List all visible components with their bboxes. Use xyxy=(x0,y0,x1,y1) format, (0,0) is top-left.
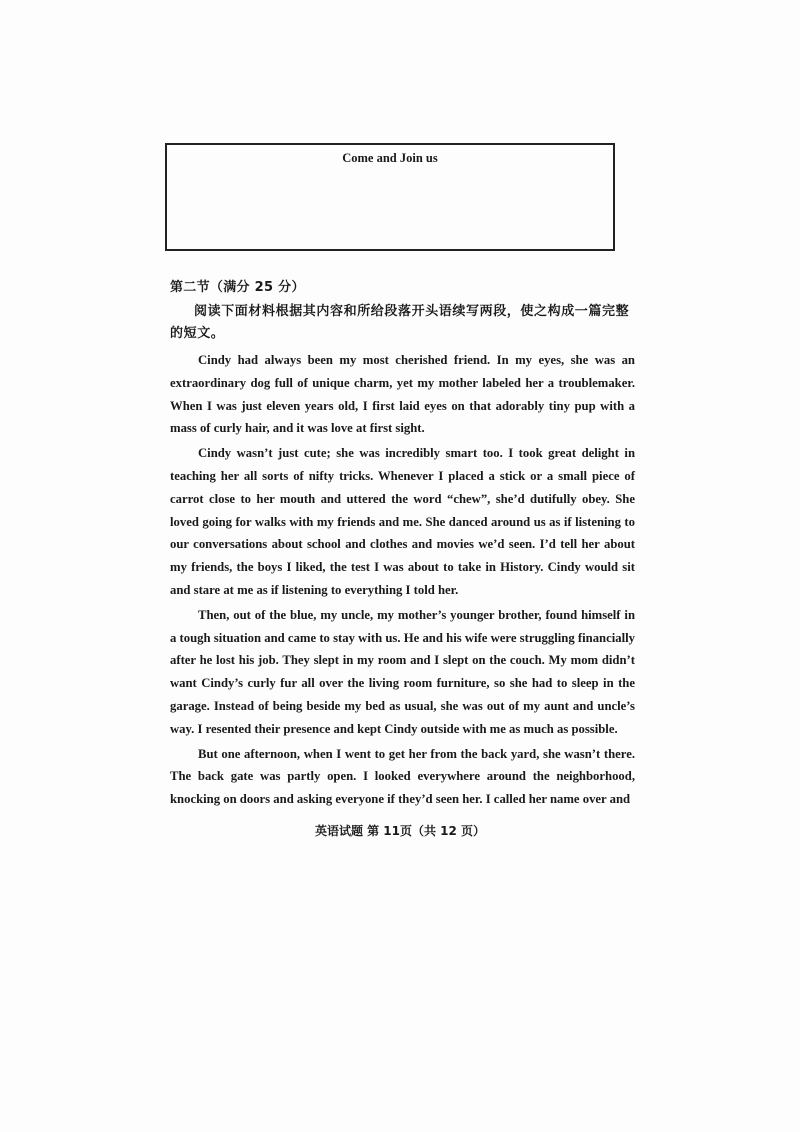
passage-paragraph-4: But one afternoon, when I went to get her from the back yard, she wasn’t there. The back gate was partly open. I looked everywhere around the neighborhood, knocking on doors and asking everyone if they’d seen her. I called her name over and xyxy=(170,746,635,807)
section-two xyxy=(170,276,635,813)
section-instruction: 阅读下面材料根据其内容和所给段落开头语续写两段，使之构成一篇完整的短文。 xyxy=(170,304,630,341)
box-title: Come and Join us xyxy=(342,151,438,165)
passage-paragraph-2: Cindy wasn’t just cute; she was incredibly smart too. I took great delight in teaching her all sorts of nifty tricks. Whenever I placed a stick or a small piece of carrot close to her mouth and uttered the word “chew”, she’d dutifully obey. She loved going for walks with my friends and me. She danced around us as if listening to our conversations about school and clothes and movies we’d seen. I’d tell her about my friends, the boys I liked, the test I was about to take in History. Cindy would sit and stare at me as if listening to everything I told her. xyxy=(170,446,635,597)
page-footer: 英语试题 第 11页（共 12 页） xyxy=(314,824,486,838)
passage-paragraph-3: Then, out of the blue, my uncle, my mother’s younger brother, found himself in a tough situation and came to stay with us. He and his wife were struggling financially after he lost his job. They slept in my room and I slept on the couch. My mom didn’t want Cindy’s curly fur all over the living room furniture, so she had to sleep in the garage. Instead of being beside my bed as usual, she was out of my aunt and uncle’s way. I resented their presence and kept Cindy outside with me as much as possible. xyxy=(170,607,635,736)
writing-answer-box xyxy=(165,143,615,251)
passage-paragraph-1: Cindy had always been my most cherished friend. In my eyes, she was an extraordinary dog full of unique charm, yet my mother labeled her a troublemaker. When I was just eleven years old, I first laid eyes on that adorably tiny pup with a mass of curly hair, and it was love at first sight. xyxy=(170,353,635,436)
section-title: 第二节（满分 25 分） xyxy=(170,280,305,295)
